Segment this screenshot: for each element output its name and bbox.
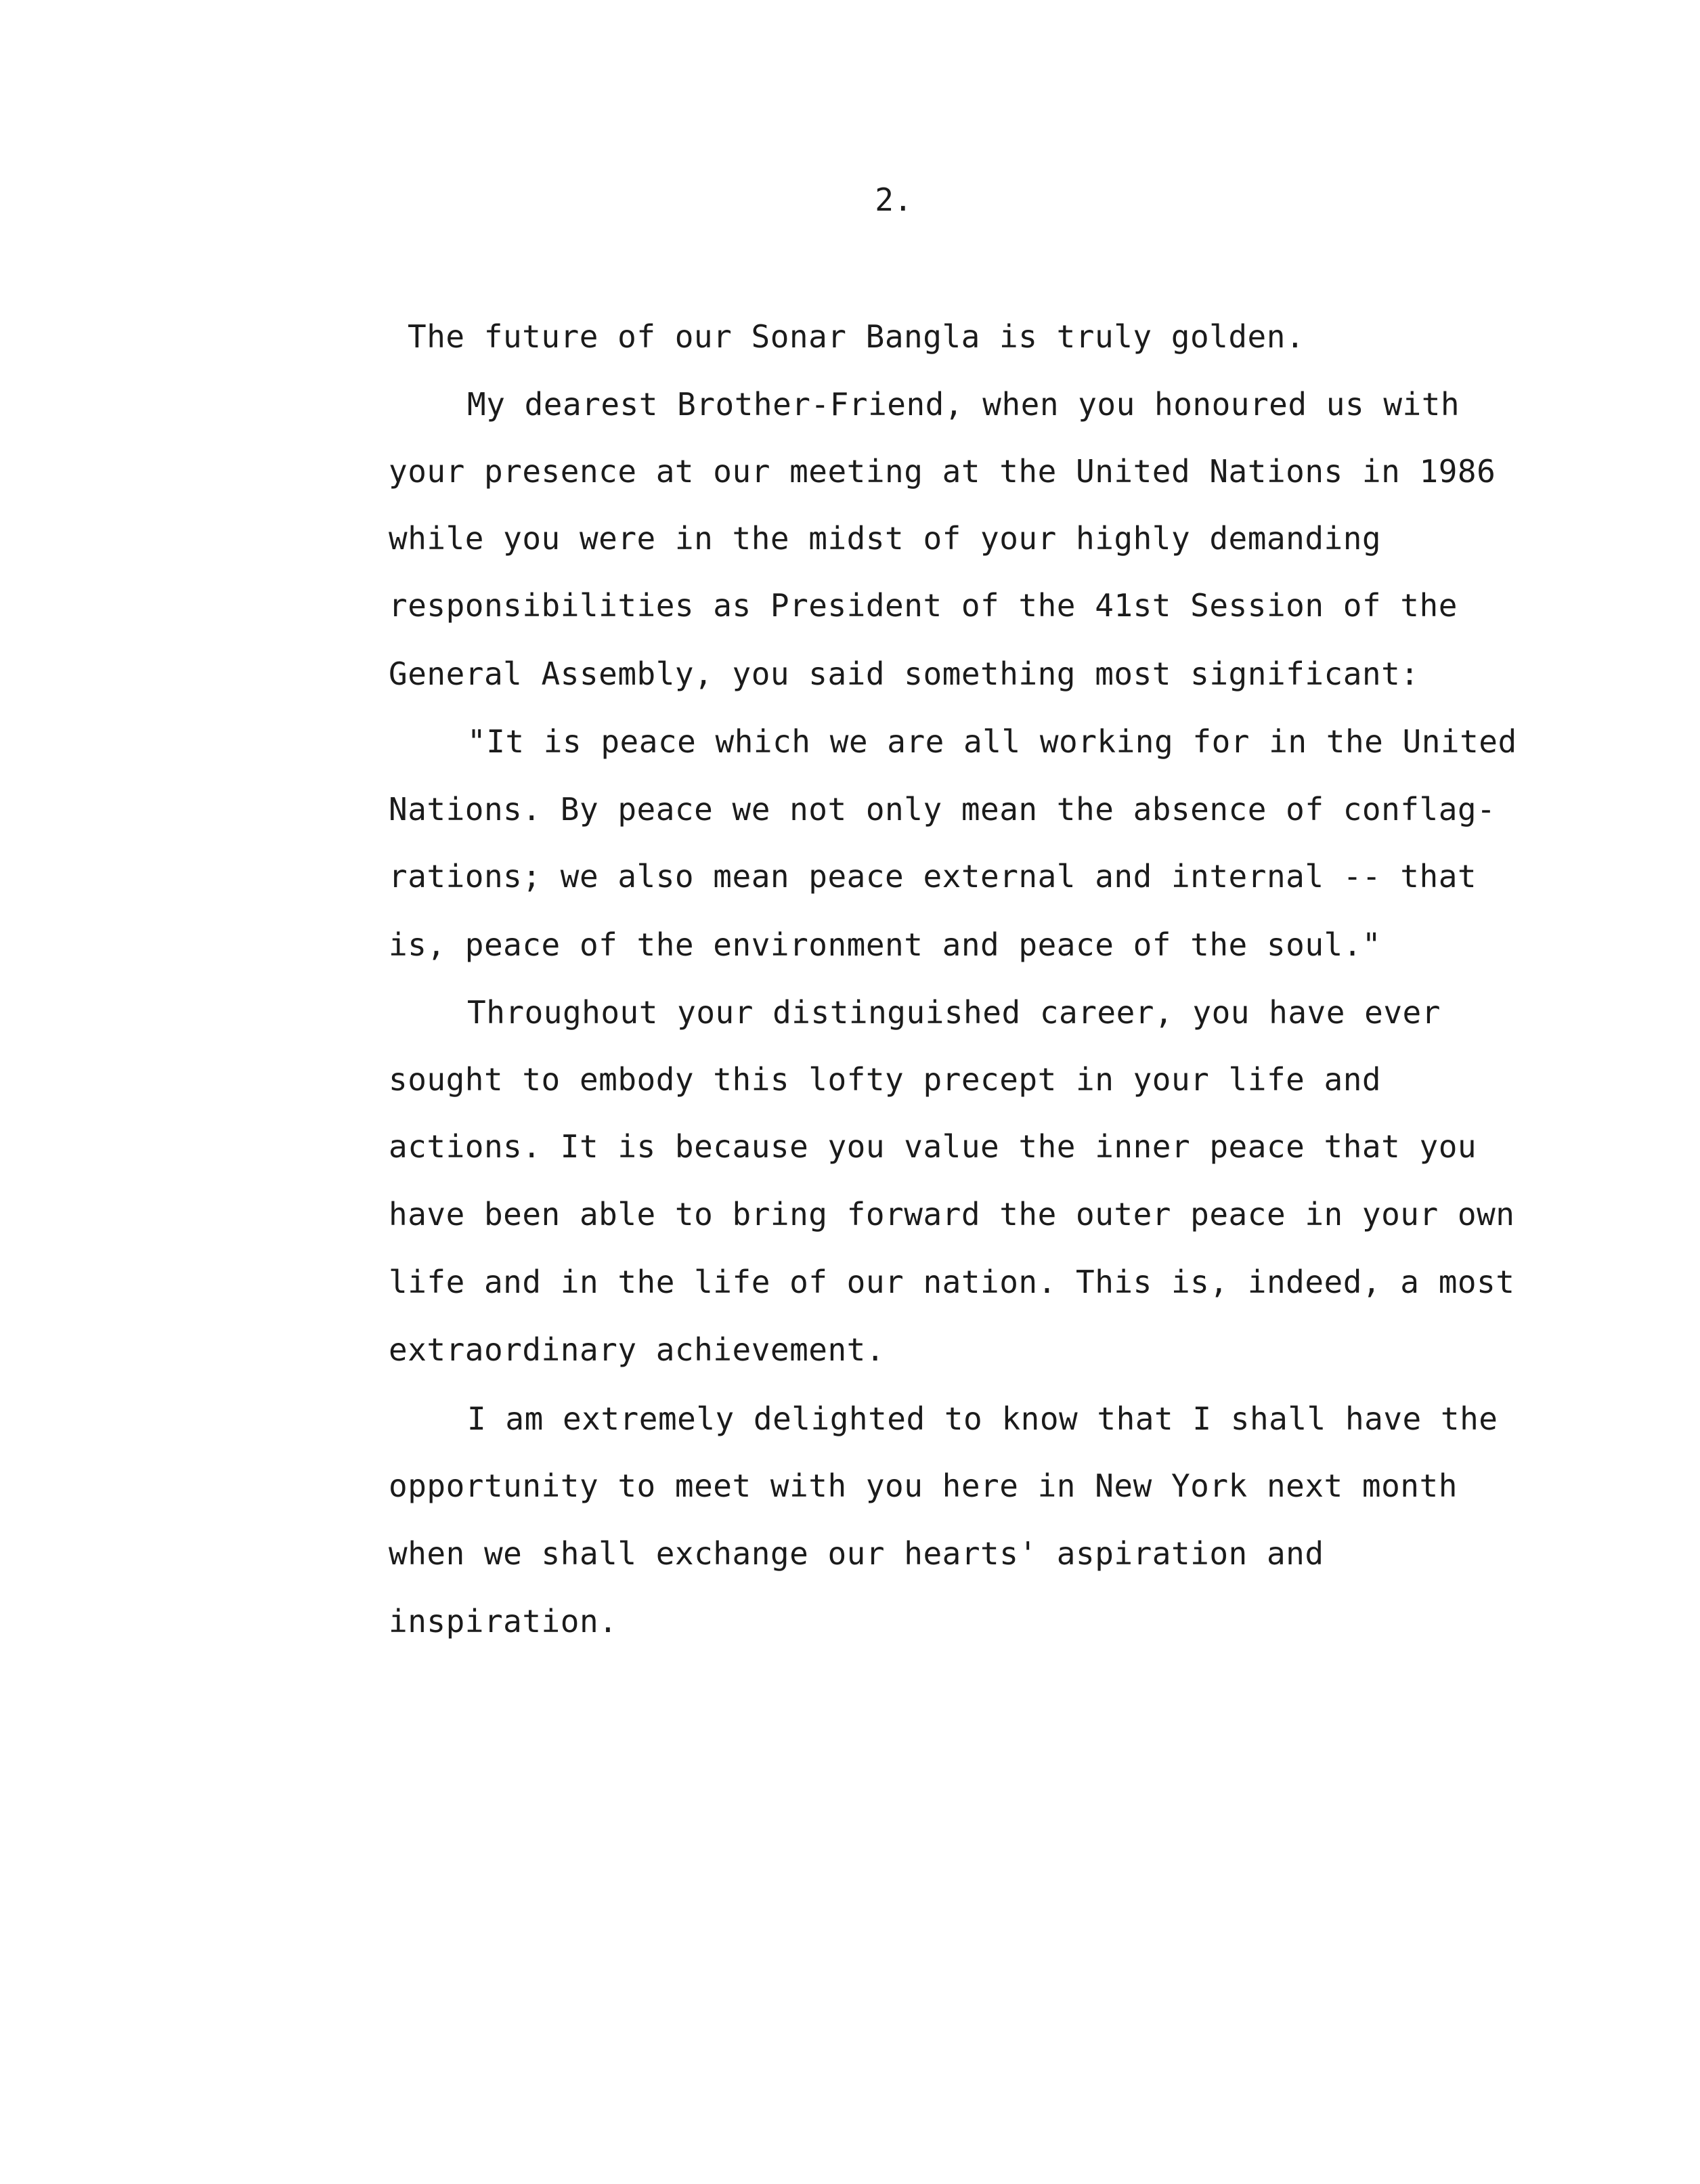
text-line: actions. It is because you value the inner peace that you <box>389 1128 1477 1165</box>
text-line: I am extremely delighted to know that I shall have the <box>467 1400 1498 1437</box>
text-line: have been able to bring forward the outer peace in your own <box>389 1196 1515 1233</box>
text-line: your presence at our meeting at the United Nations in 1986 <box>389 453 1496 490</box>
text-line: opportunity to meet with you here in New York next month <box>389 1468 1458 1504</box>
text-line: while you were in the midst of your highly demanding <box>389 520 1382 557</box>
text-line: sought to embody this lofty precept in your life and <box>389 1061 1382 1098</box>
text-line: is, peace of the environment and peace of the soul." <box>389 926 1382 963</box>
text-line: when we shall exchange our hearts' aspiration and <box>389 1535 1324 1572</box>
text-line: Throughout your distinguished career, you have ever <box>467 994 1441 1031</box>
text-line: responsibilities as President of the 41st Session of the <box>389 587 1458 624</box>
text-line: life and in the life of our nation. This is, indeed, a most <box>389 1264 1515 1300</box>
text-line: extraordinary achievement. <box>389 1331 886 1368</box>
text-line: General Assembly, you said something most significant: <box>389 656 1420 692</box>
text-line: rations; we also mean peace external and internal -- that <box>389 858 1477 895</box>
text-line: Nations. By peace we not only mean the absence of conflag- <box>389 791 1496 828</box>
text-line: "It is peace which we are all working for in the United <box>467 723 1517 760</box>
text-line: inspiration. <box>389 1603 618 1640</box>
text-line: The future of our Sonar Bangla is truly golden. <box>408 318 1305 355</box>
text-line: My dearest Brother-Friend, when you honoured us with <box>467 386 1460 423</box>
page-number: 2. <box>875 181 913 218</box>
